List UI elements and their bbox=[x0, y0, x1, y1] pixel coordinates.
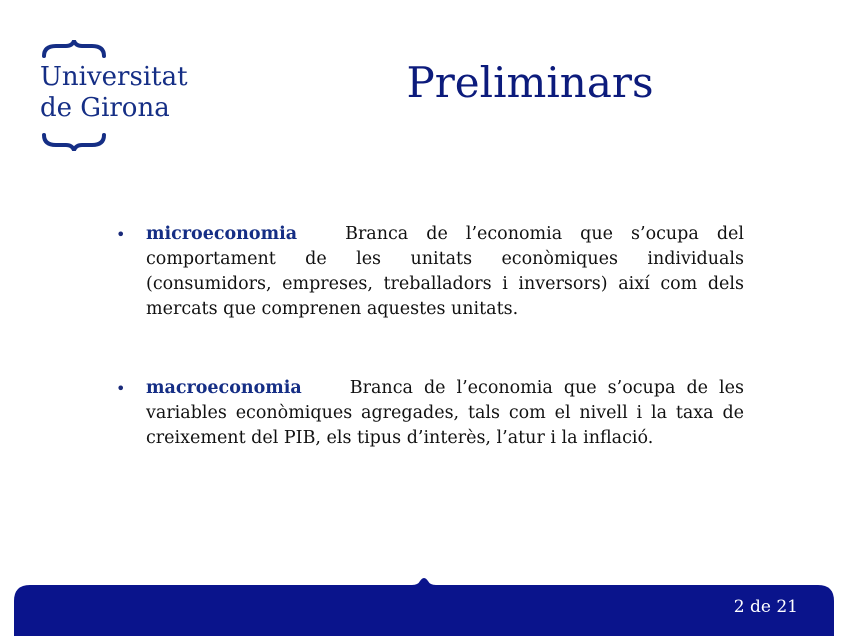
logo-line-2: de Girona bbox=[40, 93, 170, 123]
university-logo bbox=[40, 40, 210, 155]
definition-microeconomia: Branca de l’economia que s’ocupa del comportament de les unitats econòmiques individuals (consumidors, empreses, treballadors i inversors) així com dels mercats que comprenen aquestes unitats. bbox=[146, 224, 744, 319]
bullet-item-microeconomia bbox=[114, 222, 744, 322]
page-number: 2 de 21 bbox=[733, 597, 798, 617]
slide-title: Preliminars bbox=[406, 58, 654, 107]
bullet-dot-icon: • bbox=[116, 225, 126, 244]
bullet-item-macroeconomia bbox=[114, 376, 744, 451]
term-macroeconomia: macroeconomia bbox=[146, 378, 302, 398]
footer-bar bbox=[14, 573, 834, 636]
term-microeconomia: microeconomia bbox=[146, 224, 298, 244]
bullet-list bbox=[114, 222, 744, 505]
logo-brace-top-icon bbox=[42, 40, 106, 58]
logo-text bbox=[40, 62, 188, 124]
logo-brace-bottom-icon bbox=[42, 133, 106, 151]
definition-macroeconomia: Branca de l’economia que s’ocupa de les variables econòmiques agregades, tals com el nivell i la taxa de creixement del PIB, els tipus d’interès, l’atur i la inflació. bbox=[146, 378, 744, 448]
bullet-dot-icon: • bbox=[116, 379, 126, 398]
logo-line-1: Universitat bbox=[40, 62, 188, 92]
footer-background bbox=[14, 573, 834, 636]
